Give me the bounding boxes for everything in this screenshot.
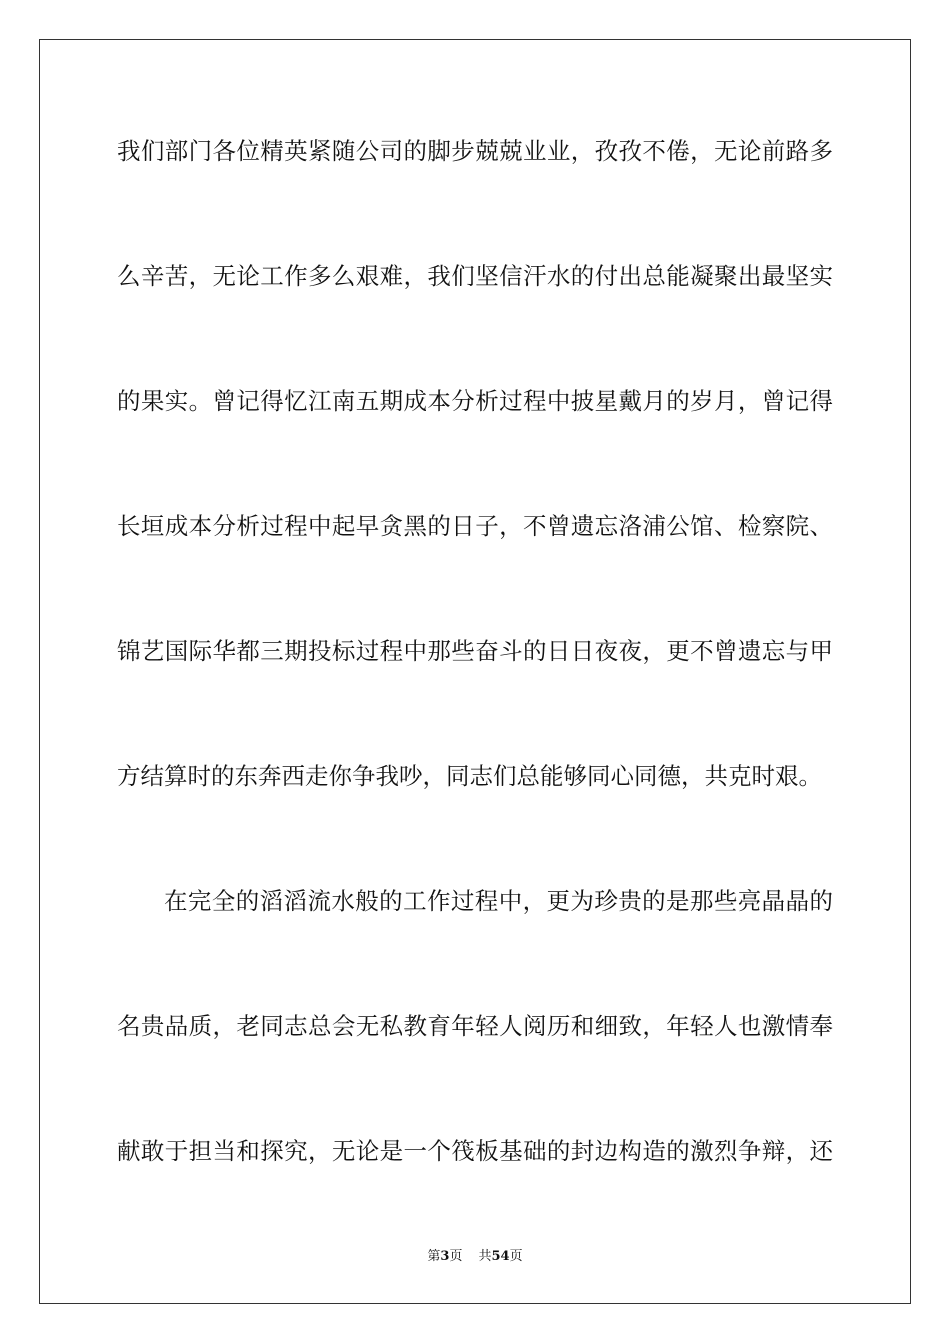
body-text-line-1: 我们部门各位精英紧随公司的脚步兢兢业业，孜孜不倦，无论前路多 xyxy=(117,137,833,165)
total-suffix: 页 xyxy=(509,1249,523,1264)
page-prefix: 第 xyxy=(427,1249,441,1264)
body-text-line-8: 名贵品质，老同志总会无私教育年轻人阅历和细致，年轻人也激情奉 xyxy=(117,1012,833,1040)
body-text-line-2: 么辛苦，无论工作多么艰难，我们坚信汗水的付出总能凝聚出最坚实 xyxy=(117,262,833,290)
body-text-line-4: 长垣成本分析过程中起早贪黑的日子，不曾遗忘洛浦公馆、检察院、 xyxy=(117,512,833,540)
total-pages: 54 xyxy=(491,1249,510,1264)
page-footer xyxy=(0,1248,950,1266)
body-text-line-6: 方结算时的东奔西走你争我吵，同志们总能够同心同德，共克时艰。 xyxy=(117,762,822,790)
body-text-line-7: 在完全的滔滔流水般的工作过程中，更为珍贵的是那些亮晶晶的 xyxy=(164,887,833,915)
page-suffix: 页 xyxy=(449,1249,463,1264)
page-number: 3 xyxy=(440,1249,450,1264)
page-border xyxy=(39,39,911,1304)
body-text-line-9: 献敢于担当和探究，无论是一个筏板基础的封边构造的激烈争辩，还 xyxy=(117,1137,833,1165)
total-prefix: 共 xyxy=(478,1249,492,1264)
body-text-line-3: 的果实。曾记得忆江南五期成本分析过程中披星戴月的岁月，曾记得 xyxy=(117,387,833,415)
body-text-line-5: 锦艺国际华都三期投标过程中那些奋斗的日日夜夜，更不曾遗忘与甲 xyxy=(117,637,833,665)
